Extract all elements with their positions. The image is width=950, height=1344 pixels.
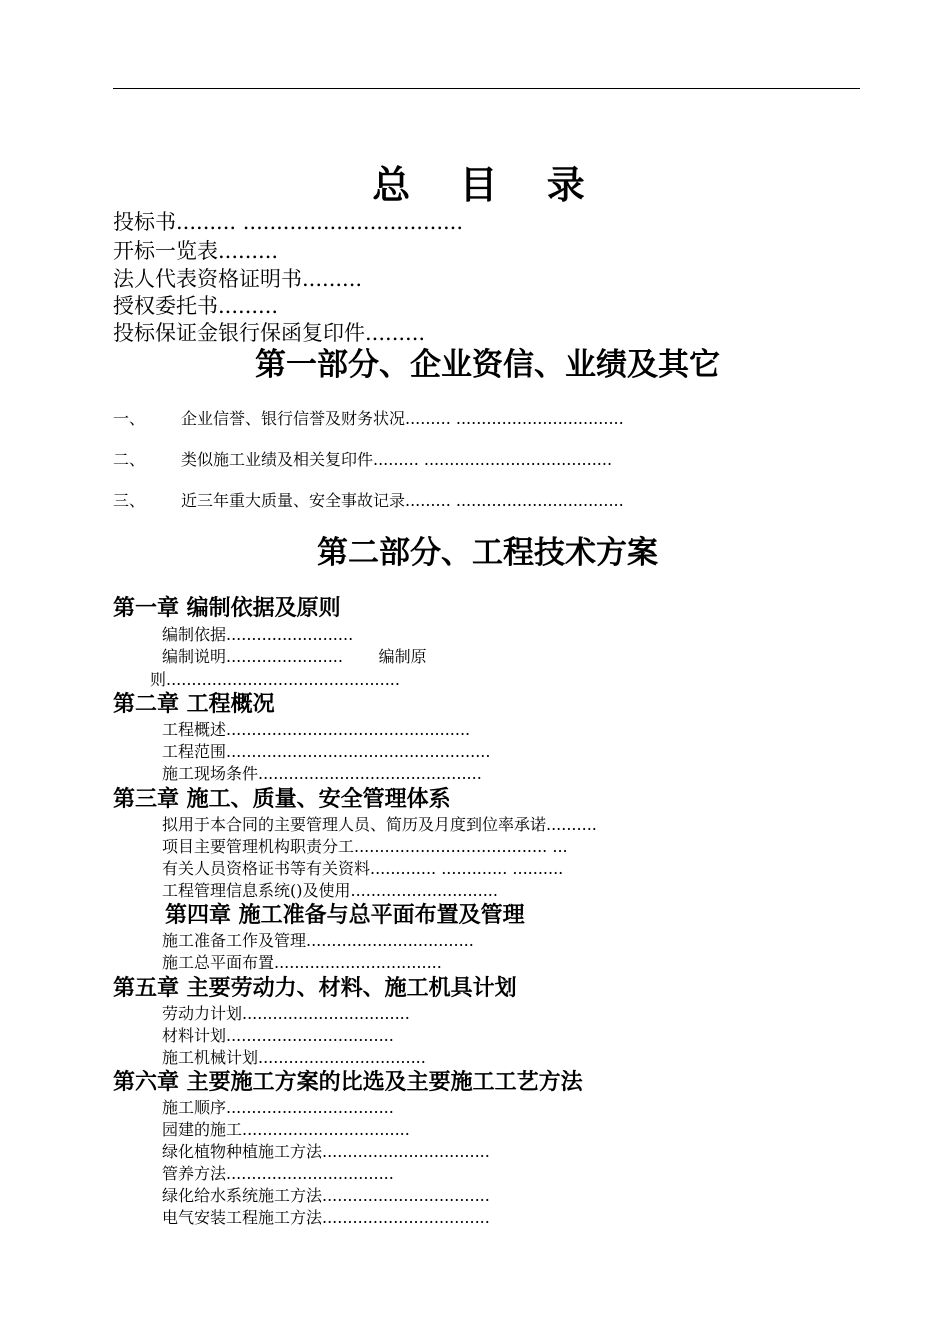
toc-entry: 绿化植物种植施工方法................................. bbox=[162, 1142, 490, 1161]
chapter-title: 第一章 编制依据及原则 bbox=[113, 596, 341, 621]
toc-entry: 园建的施工................................. bbox=[162, 1120, 410, 1139]
item-text: 近三年重大质量、安全事故记录......... ................................. bbox=[181, 491, 624, 510]
toc-entry: 施工机械计划................................. bbox=[162, 1048, 426, 1067]
toc-entry: 材料计划................................. bbox=[162, 1026, 394, 1045]
toc-entry: 施工顺序................................. bbox=[162, 1098, 394, 1117]
part1-item bbox=[113, 411, 624, 427]
chapter-title: 第五章 主要劳动力、材料、施工机具计划 bbox=[113, 976, 517, 1001]
chapter-title: 第六章 主要施工方案的比选及主要施工工艺方法 bbox=[113, 1070, 583, 1095]
item-text: 类似施工业绩及相关复印件......... ..................................... bbox=[181, 450, 613, 469]
toc-entry: 施工现场条件............................................ bbox=[162, 764, 482, 783]
toc-entry: 管养方法................................. bbox=[162, 1164, 394, 1183]
part1-item bbox=[113, 493, 624, 509]
page-title: 总 目 录 bbox=[372, 163, 603, 207]
front-item: 投标书......... ................................. bbox=[113, 210, 464, 234]
toc-entry: 工程管理信息系统()及使用............................. bbox=[162, 881, 498, 900]
toc-entry: 工程概述................................................ bbox=[162, 720, 471, 739]
toc-entry: 施工准备工作及管理................................. bbox=[162, 931, 474, 950]
part1-heading: 第一部分、企业资信、业绩及其它 bbox=[255, 347, 720, 383]
toc-entry: 施工总平面布置................................. bbox=[162, 953, 442, 972]
toc-entry: 电气安装工程施工方法................................. bbox=[162, 1208, 490, 1227]
front-item: 投标保证金银行保函复印件......... bbox=[113, 321, 426, 345]
toc-entry: 则.............................................. bbox=[150, 670, 400, 689]
toc-entry: 劳动力计划................................. bbox=[162, 1004, 410, 1023]
toc-entry: 有关人员资格证书等有关资料............. ............. .......... bbox=[162, 859, 564, 878]
front-item: 授权委托书......... bbox=[113, 294, 279, 318]
toc-entry: 工程范围.................................................... bbox=[162, 742, 491, 761]
toc-entry: 项目主要管理机构职责分工...................................... ... bbox=[162, 837, 568, 856]
toc-entry: 编制依据......................... bbox=[162, 625, 354, 644]
chapter-title: 第四章 施工准备与总平面布置及管理 bbox=[165, 903, 525, 928]
toc-entry: 编制说明....................... 编制原 bbox=[162, 647, 427, 666]
toc-entry: 拟用于本合同的主要管理人员、简历及月度到位率承诺.......... bbox=[162, 815, 597, 834]
item-number: 三、 bbox=[113, 491, 146, 510]
chapter-title: 第三章 施工、质量、安全管理体系 bbox=[113, 787, 451, 812]
chapter-title: 第二章 工程概况 bbox=[113, 692, 275, 717]
front-item: 开标一览表......... bbox=[113, 239, 279, 263]
part1-item bbox=[113, 452, 612, 468]
item-number: 一、 bbox=[113, 409, 146, 428]
item-number: 二、 bbox=[113, 450, 146, 469]
part2-heading: 第二部分、工程技术方案 bbox=[317, 535, 658, 571]
toc-entry: 绿化给水系统施工方法................................. bbox=[162, 1186, 490, 1205]
front-item: 法人代表资格证明书......... bbox=[113, 267, 363, 291]
item-text: 企业信誉、银行信誉及财务状况......... ................................. bbox=[181, 409, 624, 428]
header-rule bbox=[113, 88, 860, 89]
